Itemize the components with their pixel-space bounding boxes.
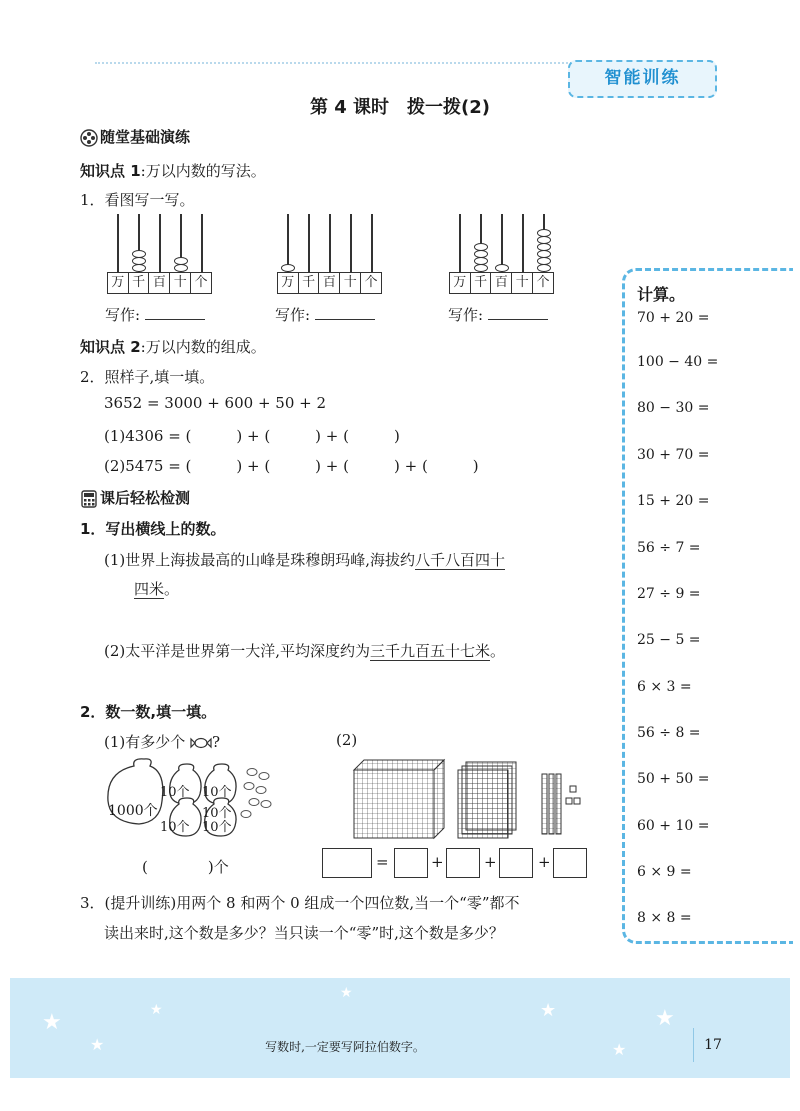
- calc-item: 56 ÷ 8 =: [637, 725, 701, 741]
- write-field-1: [105, 304, 205, 325]
- q2-part-2: (2): [336, 731, 358, 749]
- q2-part-1: (1)有多少个 ?: [104, 733, 221, 751]
- question-s2-1: 1．写出横线上的数。: [80, 520, 226, 538]
- question-2: 2．照样子,填一填。: [80, 368, 215, 386]
- question-s2-2: 2．数一数,填一填。: [80, 703, 217, 721]
- write-label: 写作:: [275, 306, 311, 324]
- write-blank[interactable]: [145, 319, 205, 320]
- star-icon: ★: [655, 1006, 675, 1031]
- footer-tip: 写数时,一定要写阿拉伯数字。: [265, 1040, 425, 1054]
- calc-item: 8 × 8 =: [637, 910, 692, 926]
- calc-item: 25 − 5 =: [637, 632, 701, 648]
- equals-sign: =: [376, 853, 389, 871]
- calc-item: 15 + 20 =: [637, 493, 710, 509]
- star-icon: ★: [42, 1010, 62, 1035]
- star-icon: ★: [340, 985, 353, 1001]
- bag-label-10: 10个: [202, 785, 232, 800]
- calc-item: 60 + 10 =: [637, 818, 710, 834]
- fill-line-2[interactable]: (2)5475 = ( ) + ( ) + ( ) + ( ): [104, 457, 479, 475]
- kp2-text: :万以内数的组成。: [140, 338, 266, 356]
- abacus-3: 万 千 百 十 个: [450, 214, 560, 296]
- bag-label-10: 10个: [160, 820, 190, 835]
- knowledge-point-2: [80, 336, 266, 357]
- question-1: 1．看图写一写。: [80, 191, 195, 209]
- write-label: 写作:: [105, 306, 141, 324]
- section-heading-practice: [80, 126, 190, 147]
- base-ten-blocks-illustration: [352, 758, 592, 840]
- write-blank[interactable]: [488, 319, 548, 320]
- calc-item: 6 × 9 =: [637, 864, 692, 880]
- candy-icon: [190, 736, 212, 750]
- sidebar-title: 计算。: [637, 285, 686, 304]
- calc-item: 70 + 20 =: [637, 310, 710, 326]
- answer-box-total[interactable]: [322, 848, 372, 878]
- candy-bags-illustration: [104, 756, 279, 841]
- kp2-label: 知识点 2: [80, 338, 141, 356]
- calculator-icon: [80, 490, 98, 508]
- write-blank[interactable]: [315, 319, 375, 320]
- question-3-line-1: 3．(提升训练)用两个 8 和两个 0 组成一个四位数,当一个“零”都不: [80, 894, 520, 912]
- page-title: 第 4 课时 拨一拨(2): [309, 97, 491, 118]
- answer-box[interactable]: [394, 848, 428, 878]
- kp1-label: 知识点 1: [80, 162, 141, 180]
- write-field-2: [275, 304, 375, 325]
- plus-sign: +: [484, 853, 497, 871]
- knowledge-point-1: [80, 160, 266, 181]
- example-line: 3652 = 3000 + 600 + 50 + 2: [104, 394, 327, 412]
- answer-box[interactable]: [446, 848, 480, 878]
- calc-item: 50 + 50 =: [637, 771, 710, 787]
- star-icon: ★: [90, 1035, 105, 1054]
- underlined-number: 三千九百五十七米: [370, 642, 491, 660]
- write-label: 写作:: [448, 306, 484, 324]
- q1-part-1: (1)世界上海拔最高的山峰是珠穆朗玛峰,海拔约八千八百四十: [104, 551, 506, 569]
- answer-box[interactable]: [499, 848, 533, 878]
- abacus-1: 万 千 百 十 个: [108, 214, 218, 296]
- star-icon: ★: [612, 1040, 627, 1059]
- fill-line-1[interactable]: (1)4306 = ( ) + ( ) + ( ): [104, 427, 400, 445]
- bag-label-10: 10个: [202, 806, 232, 821]
- write-field-3: [448, 304, 548, 325]
- calc-item: 30 + 70 =: [637, 447, 710, 463]
- star-icon: ★: [540, 1000, 557, 1021]
- answer-count[interactable]: ( )个: [142, 858, 229, 876]
- plus-sign: +: [431, 853, 444, 871]
- calc-item: 100 − 40 =: [637, 354, 719, 370]
- q1-part-2: (2)太平洋是世界第一大洋,平均深度约为三千九百五十七米。: [104, 642, 506, 660]
- q1-part-1-cont: 四米。: [134, 580, 180, 598]
- answer-box[interactable]: [553, 848, 587, 878]
- calc-item: 56 ÷ 7 =: [637, 540, 701, 556]
- kp1-text: :万以内数的写法。: [140, 162, 266, 180]
- star-icon: ★: [150, 1002, 163, 1018]
- abacus-2: 万 千 百 十 个: [278, 214, 388, 296]
- plus-sign: +: [538, 853, 551, 871]
- film-reel-icon: [80, 129, 98, 147]
- section-tag: 智能训练: [568, 60, 717, 98]
- bag-label-10: 10个: [160, 785, 190, 800]
- calc-item: 27 ÷ 9 =: [637, 586, 701, 602]
- underlined-number: 四米: [134, 580, 165, 598]
- underlined-number: 八千八百四十: [415, 551, 506, 569]
- question-3-line-2: 读出来时,这个数是多少？当只读一个“零”时,这个数是多少？: [104, 924, 504, 942]
- section-heading-text: 随堂基础演练: [100, 128, 191, 146]
- section-heading-text: 课后轻松检测: [100, 489, 191, 507]
- page-number: 17: [693, 1028, 732, 1062]
- calc-item: 6 × 3 =: [637, 679, 692, 695]
- section-heading-test: [80, 487, 190, 508]
- bag-label-10: 10个: [202, 820, 232, 835]
- bag-label-1000: 1000个: [108, 803, 158, 819]
- calc-item: 80 − 30 =: [637, 400, 710, 416]
